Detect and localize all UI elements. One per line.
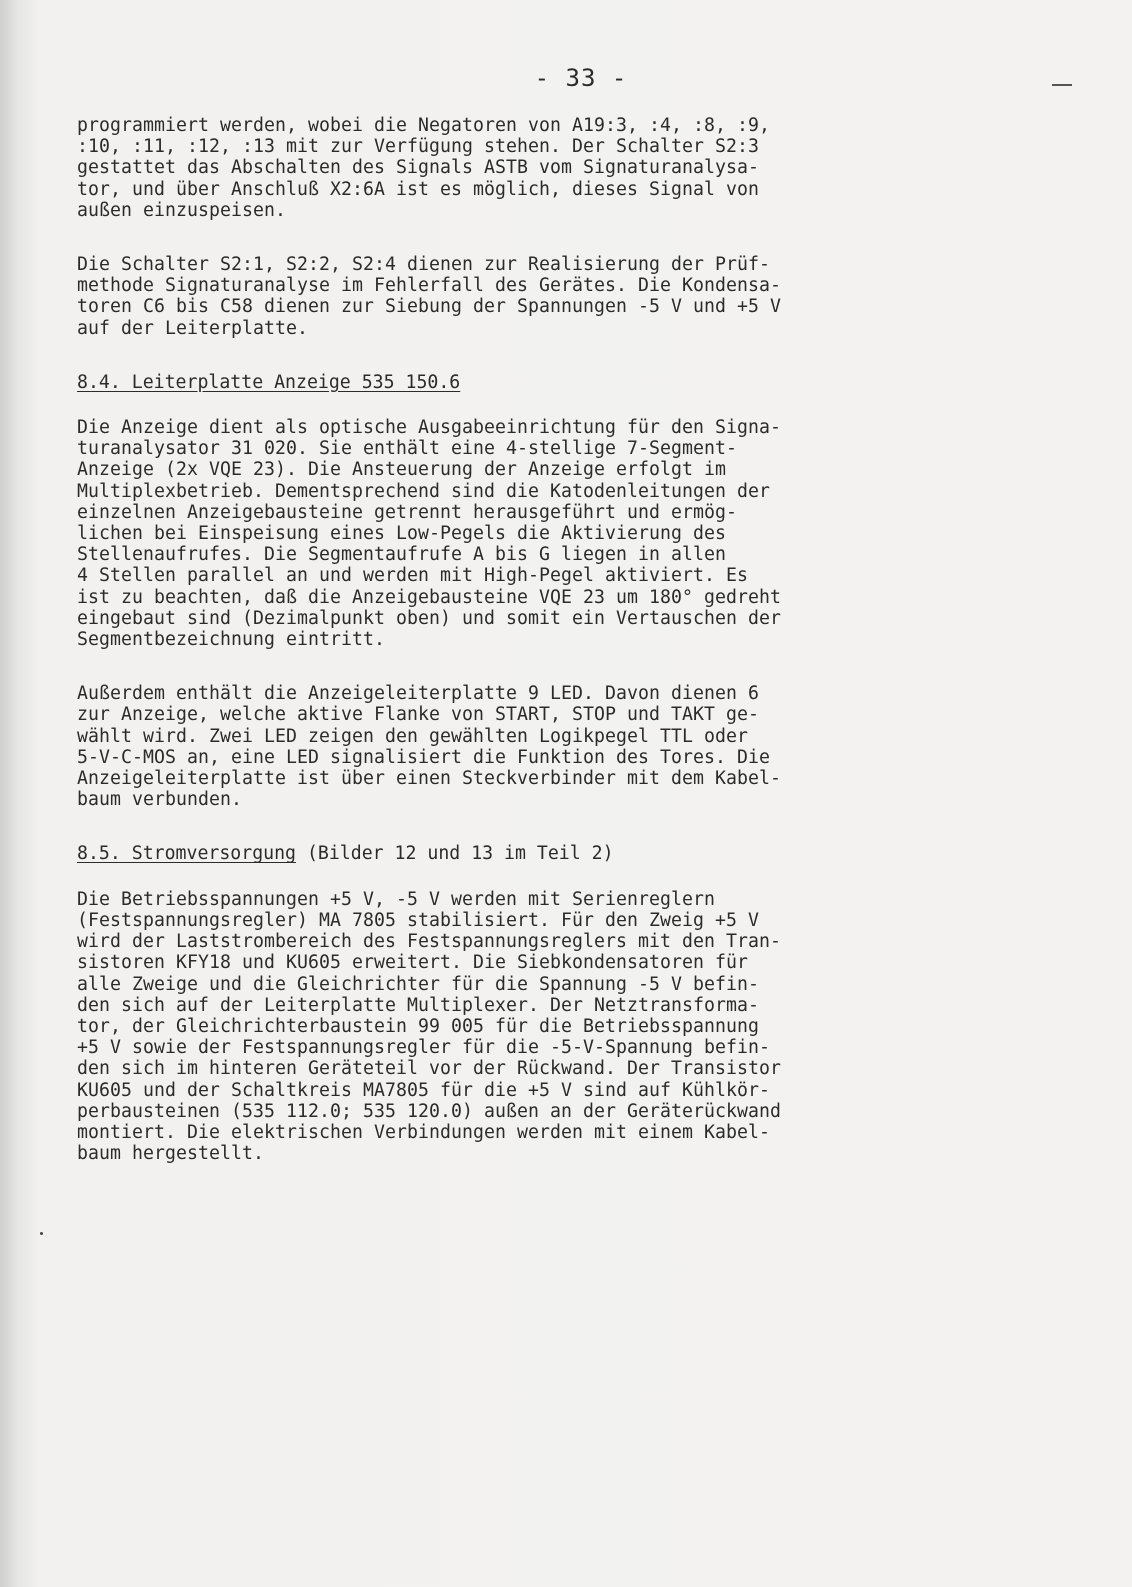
scan-speck (40, 1232, 43, 1235)
paragraph-stromversorgung: Die Betriebsspannungen +5 V, -5 V werden mit Serienreglern (Festspannungsregler) MA 7805 stabilisiert. Für den Zweig +5 V wird der Laststrombereich des Festspannungsreglers mit den Tran- sistoren KFY18 und KU605 erweitert. Die Siebkondensatoren für alle Zweige und die Gleichrichter für die Spannung -5 V befin- den sich auf der Leiterplatte Multiplexer. Der Netztransforma- tor, der Gleichrichterbaustein 99 005 für die Betriebsspannung +5 V sowie der Festspannungsregler für die -5-V-Spannung befin- den sich im hinteren Geräteteil vor der Rückwand. Der Transistor KU605 und der Schaltkreis MA7805 für die +5 V sind auf Kühlkör- perbausteinen (535 112.0; 535 120.0) außen an der Geräterückwand montiert. Die elektrischen Verbindungen werden mit einem Kabel- baum hergestellt. (77, 888, 781, 1165)
margin-mark (1052, 84, 1072, 86)
section-heading-8-5-title: 8.5. Stromversorgung (77, 843, 296, 865)
section-heading-8-5 (77, 843, 1087, 864)
page-number: - 33 - (534, 64, 628, 92)
paragraph-negatoren: programmiert werden, wobei die Negatoren von A19:3, :4, :8, :9, :10, :11, :12, :13 mit zur Verfügung stehen. Der Schalter S2:3 gestattet das Abschalten des Signals ASTB vom Signaturanalysa- tor, und über Anschluß X2:6A ist es möglich, dieses Signal von außen einzuspeisen. (77, 115, 770, 221)
paragraph-led: Außerdem enthält die Anzeigeleiterplatte 9 LED. Davon dienen 6 zur Anzeige, welche aktive Flanke von START, STOP und TAKT ge- wählt wird. Zwei LED zeigen den gewählten Logikpegel TTL oder 5-V-C-MOS an, eine LED signalisiert die Funktion des Tores. Die Anzeigeleiterplatte ist über einen Steckverbinder mit dem Kabel- baum verbunden. (77, 683, 781, 811)
section-heading-8-4 (77, 372, 1087, 393)
document-body (77, 115, 1087, 1164)
section-heading-8-5-reference: (Bilder 12 und 13 im Teil 2) (296, 843, 614, 865)
paragraph-schalter: Die Schalter S2:1, S2:2, S2:4 dienen zur Realisierung der Prüf- methode Signaturanalyse im Fehlerfall des Gerätes. Die Kondensa- toren C6 bis C58 dienen zur Siebung der Spannungen -5 V und +5 V auf der Leiterplatte. (77, 254, 781, 339)
section-heading-8-4-text: 8.4. Leiterplatte Anzeige 535 150.6 (77, 371, 461, 393)
paragraph-anzeige: Die Anzeige dient als optische Ausgabeeinrichtung für den Signa- turanalysator 31 020. Sie enthält eine 4-stellige 7-Segment- Anzeige (2x VQE 23). Die Ansteuerung der Anzeige erfolgt im Multiplexbetrieb. Dementsprechend sind die Katodenleitungen der einzelnen Anzeigebausteine getrennt herausgeführt und ermög- lichen bei Einspeisung eines Low-Pegels die Aktivierung des Stellenaufrufes. Die Segmentaufrufe A bis G liegen in allen 4 Stellen parallel an und werden mit High-Pegel aktiviert. Es ist zu beachten, daß die Anzeigebausteine VQE 23 um 180° gedreht eingebaut sind (Dezimalpunkt oben) und somit ein Vertauschen der Segmentbezeichnung eintritt. (77, 417, 781, 651)
